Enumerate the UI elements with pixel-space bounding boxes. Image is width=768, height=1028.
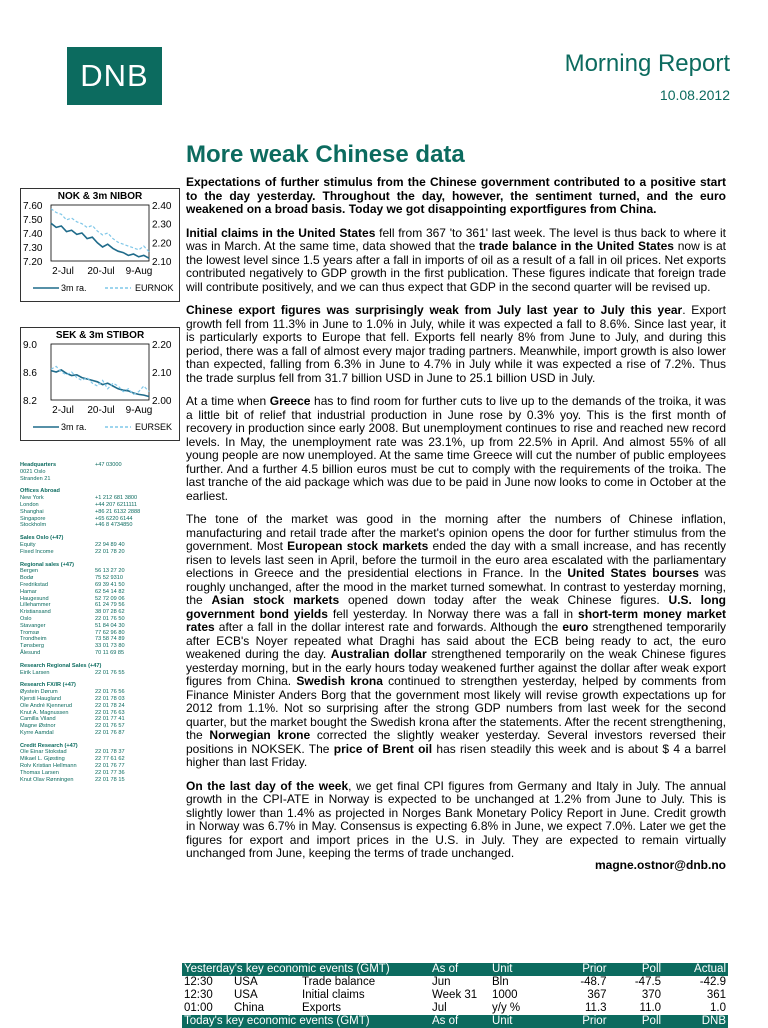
contact-name: Øystein Dørum — [20, 689, 58, 696]
col-unit: Unit — [490, 963, 554, 976]
contact-name: Tromsø — [20, 629, 40, 636]
contact-phone: 22 01 76 63 — [95, 709, 125, 716]
text-run: At a time when — [186, 394, 270, 408]
contact-name: Rolv Kristian Hellmann — [20, 763, 77, 770]
y-right-tick-label: 2.20 — [152, 238, 172, 250]
text-run: ended the day with a small increase, and has recently risen to levels last seen in April, before the turmoil in the euro area escalated with the parliamentary elections in Greece and the presidential elections in France. In the — [186, 539, 727, 580]
contact-name: Bergen — [20, 568, 39, 575]
contact-row — [20, 689, 170, 696]
contact-name: Tønsberg — [20, 643, 44, 650]
economic-events-table — [182, 963, 728, 1028]
author-email[interactable]: magne.ostnor@dnb.no — [594, 857, 726, 872]
x-tick-label: 20-Jul — [87, 405, 115, 416]
legend-label: EURNOK — [135, 283, 174, 293]
contact-row — [20, 763, 170, 770]
legend-label: EURSEK — [135, 422, 173, 432]
bold-phrase: Initial claims in the United States — [186, 225, 376, 240]
contact-name: New York — [20, 495, 44, 502]
cell-unit: Bln — [492, 976, 509, 988]
contact-section-title: Sales Oslo (+47) — [20, 535, 64, 542]
col-as-of: As of — [430, 1015, 490, 1028]
cell-actual: 361 — [706, 989, 726, 1001]
y-right-tick-label: 2.20 — [152, 340, 172, 351]
text-run: now is at the lowest level since 1.5 years after a fall in imports of oil as a result of a fall in oil prices. Net exports contributed negatively to GDP growth in the first publication. These figures indicate that foreign trade will contribute positively, and we can thus expect that GDP in the second quarter will be revised up. — [186, 239, 726, 294]
cell-time: 12:30 — [184, 989, 213, 1001]
col-title: Yesterday's key economic events (GMT) — [182, 963, 430, 976]
y-left-tick-label: 7.50 — [23, 215, 43, 226]
contact-row — [20, 623, 170, 630]
hq-address-2: Stranden 21 — [20, 475, 51, 482]
contact-phone: 52 72 09 06 — [95, 595, 125, 602]
cell-actual: -42.9 — [699, 976, 726, 988]
contact-row — [20, 568, 170, 575]
contact-section-title: Offices Abroad — [20, 488, 60, 495]
y-left-tick-label: 9.0 — [23, 340, 37, 351]
contact-phone: 22 01 78 20 — [95, 548, 125, 555]
cell-as-of: Jul — [432, 1002, 447, 1014]
cell-actual: 1.0 — [710, 1002, 726, 1014]
events-header-today — [182, 1015, 728, 1028]
paragraph-us — [186, 227, 726, 295]
contact-row — [20, 522, 170, 529]
y-right-tick-label: 2.10 — [152, 257, 172, 268]
chart-title: NOK & 3m NIBOR — [57, 191, 143, 202]
contact-name: Kristiansand — [20, 609, 51, 616]
y-left-tick-label: 7.30 — [23, 243, 43, 254]
cell-country: USA — [234, 976, 258, 988]
x-tick-label: 9-Aug — [125, 405, 153, 416]
contact-row — [20, 602, 170, 609]
contact-row — [20, 670, 170, 677]
contact-name: Eirik Larsen — [20, 669, 50, 676]
contact-row — [20, 542, 170, 549]
series-line — [51, 223, 149, 258]
contact-row — [20, 630, 170, 637]
cell-as-of: Jun — [432, 976, 451, 988]
report-date: 10.08.2012 — [659, 87, 730, 103]
chart-sek-stibor — [20, 327, 180, 441]
contact-row — [20, 589, 170, 596]
contact-phone: +44 207 6211111 — [95, 501, 138, 508]
legend-label: 3m ra. — [61, 422, 87, 432]
contact-phone: 22 01 76 57 — [95, 723, 125, 730]
contact-section-title: Regional sales (+47) — [20, 561, 74, 568]
contact-row — [20, 696, 170, 703]
contact-name: Fredrikstad — [20, 581, 48, 588]
hq-address-1: 0021 Oslo — [20, 468, 46, 475]
col-as-of: As of — [430, 963, 490, 976]
contact-name: Ole Einar Stokstad — [20, 749, 67, 756]
contact-phone: 22 01 78 15 — [95, 776, 125, 783]
col-unit: Unit — [490, 1015, 554, 1028]
bold-phrase: Australian dollar — [330, 647, 427, 661]
logo-text: DNB — [80, 58, 149, 93]
col-title: Today's key economic events (GMT) — [182, 1015, 430, 1028]
contact-phone: 61 24 79 56 — [95, 602, 125, 609]
col-actual: Actual — [663, 963, 728, 976]
text-run: The tone of the market was good in the morning after the numbers of Chinese inflation, manufacturing and retail trade after the market's opinion opens the door for further stimulus from the government. Most — [186, 512, 726, 553]
contact-name: Shanghai — [20, 508, 44, 515]
text-run: opened down today after the weak Chinese figures. — [339, 593, 669, 607]
contact-phone: +65 6220 6144 — [95, 515, 133, 522]
contact-section-title: Research Regional Sales (+47) — [20, 662, 102, 669]
intro-paragraph: Expectations of further stimulus from the Chinese government contributed to a positive start to the day yesterday. Throughout the day, however, the sentiment turned, and the euro weakened on a broad basis. Today we got disappointing exportfigures from China. — [186, 175, 726, 216]
contact-phone: 51 84 04 30 — [95, 622, 125, 629]
contact-phone: 22 01 77 36 — [95, 769, 125, 776]
cell-event: Trade balance — [302, 976, 376, 988]
y-right-tick-label: 2.10 — [152, 368, 172, 379]
contact-row — [20, 636, 170, 643]
col-poll: Poll — [609, 963, 664, 976]
y-left-tick-label: 7.20 — [23, 257, 43, 268]
contact-name: Stavanger — [20, 622, 46, 629]
chart-svg — [21, 189, 179, 301]
cell-time: 12:30 — [184, 976, 213, 988]
contact-phone: 22 94 89 40 — [95, 541, 125, 548]
text-run: fell from 367 'to 361' last week. The level is thus back to where it was in March. At the same time, data showed that the — [186, 225, 726, 253]
y-right-tick-label: 2.00 — [152, 396, 172, 407]
cell-country: China — [234, 1002, 265, 1014]
chart-title: SEK & 3m STIBOR — [55, 330, 145, 341]
contact-phone: 56 13 27 20 — [95, 568, 125, 575]
contact-phone: 22 01 76 55 — [95, 669, 125, 676]
contact-name: London — [20, 501, 39, 508]
contact-row — [20, 730, 170, 737]
bold-phrase: European stock markets — [287, 539, 429, 553]
col-prior: Prior — [554, 1015, 609, 1028]
cell-prior: 11.3 — [585, 1002, 607, 1014]
events-header-yesterday — [182, 963, 728, 976]
article-body — [186, 176, 726, 872]
bold-phrase: U.S. long government bond yields — [186, 593, 726, 621]
bold-phrase: price of Brent oil — [333, 741, 433, 756]
table-row — [182, 976, 728, 989]
text-run: . Export growth fell from 11.3% in June to 1.0% in July, while it was expected a fall to 8.6%. Since last year, it is particularly exports to Europe that fell. Exports fell nearly 8% from June to July, and during this period, there was a fall of almost every major trading partners. Meanwhile, import growth is also lower than expected, falling from 6.3% in June to 4.7% in July while it was expected a rise of 7.2%. Thus the trade surplus fell from 31.7 billion USD in June to 25.1 billion USD in July. — [186, 303, 726, 385]
text-run: continued to strengthen yesterday, helped by comments from Finance Minister Anders Borg that the government most likely will revise growth expectations up for 2012 from 1.1%. Not so surprising after the strong GDP numbers from last week for the second quarter, but the market bought the Swedish krona after the statements. After the recent strengthening, the — [186, 674, 726, 742]
contact-phone: 73 58 74 89 — [95, 636, 125, 643]
contact-phone: 38 07 28 62 — [95, 609, 125, 616]
contact-phone: 69 39 41 50 — [95, 581, 125, 588]
contact-row — [20, 650, 170, 657]
contact-name: Camilla Viland — [20, 716, 56, 723]
cell-event: Exports — [302, 1002, 341, 1014]
contact-row — [20, 723, 170, 730]
contact-row — [20, 643, 170, 650]
contact-name: Hamar — [20, 588, 37, 595]
contact-row — [20, 495, 170, 502]
contact-phone: 22 01 78 37 — [95, 749, 125, 756]
cell-prior: 367 — [587, 989, 607, 1001]
contact-name: Kyrre Aamdal — [20, 729, 54, 736]
contact-phone: +1 212 681 3800 — [95, 495, 138, 502]
y-left-tick-label: 8.2 — [23, 396, 37, 407]
hq-row — [20, 462, 170, 469]
bold-phrase: Swedish krona — [296, 674, 383, 688]
contact-name: Kjersti Haugland — [20, 695, 62, 702]
chart-svg — [21, 328, 179, 440]
contact-name: Magne Østnor — [20, 723, 56, 730]
text-run: has risen steadily this week and is about $ 4 a barrel higher than last Friday. — [186, 741, 726, 769]
contact-name: Thomas Larsen — [20, 769, 59, 776]
contact-name: Lillehammer — [20, 602, 51, 609]
x-tick-label: 2-Jul — [52, 266, 74, 277]
table-row — [182, 1002, 728, 1015]
text-run: after a fall in the dollar interest rate and forwards. Although the — [214, 620, 563, 634]
contact-row — [20, 749, 170, 756]
contact-row — [20, 609, 170, 616]
bold-phrase: Norwegian krone — [209, 728, 311, 742]
contact-phone: 22 01 76 77 — [95, 763, 125, 770]
contact-phone: +46 8 4734850 — [95, 522, 133, 529]
x-tick-label: 20-Jul — [87, 266, 115, 277]
plot-frame — [51, 205, 149, 261]
contact-name: Knut A. Magnussen — [20, 709, 69, 716]
dnb-logo — [67, 47, 162, 105]
cell-event: Initial claims — [302, 989, 365, 1001]
text-run: was roughly unchanged, after the mood in the market turned somewhat. In contrast to yesterday morning, the — [186, 566, 727, 607]
contact-row — [20, 756, 170, 763]
hq-phone: +47 03000 — [95, 462, 122, 468]
contact-phone: 22 01 78 03 — [95, 695, 125, 702]
contact-row — [20, 770, 170, 777]
contact-phone: 62 54 14 82 — [95, 588, 125, 595]
series-line — [51, 366, 149, 394]
contact-name: Singapore — [20, 515, 46, 522]
hq-label: Headquarters — [20, 462, 57, 468]
text-run: has to find room for further cuts to live up to the demands of the troika, it was a little bit of relief that industrial production in June rose by 0.3% yoy. This is the first month of recovery in production since early 2008. But unemployment continues to rise and reached new record levels. In May, the unemployment rate was 23.1%, up from 22.5% in April. And almost 55% of all young people are now unemployed. At the same time Greece will cut the number of public employees further. And a further 4.5 billion euros must be cut to comply with the requirements of the troika. The last tranche of the aid package which was due to be paid in June now looks to come in October at the earliest. — [186, 394, 726, 503]
contact-name: Ålesund — [20, 649, 41, 656]
contact-row — [20, 575, 170, 582]
contact-row — [20, 616, 170, 623]
bold-phrase: trade balance in the United States — [479, 239, 674, 253]
paragraph-markets — [186, 513, 726, 770]
paragraph-outlook — [186, 780, 726, 861]
contact-row — [20, 516, 170, 523]
cell-poll: 370 — [641, 989, 662, 1001]
contact-phone: 22 77 61 62 — [95, 756, 125, 763]
contact-phone: 77 62 96 80 — [95, 629, 125, 636]
contact-row — [20, 549, 170, 556]
contacts-sidebar — [20, 462, 170, 783]
contact-row — [20, 582, 170, 589]
paragraph-greece — [186, 395, 726, 503]
y-right-tick-label: 2.40 — [152, 201, 172, 212]
contact-phone: 22 01 76 50 — [95, 615, 125, 622]
text-run: strengthened temporarily on the weak Chinese figures yesterday morning, but in the early hours today weakened further against the dollar after weak export figures from China. — [186, 647, 726, 688]
contact-row — [20, 509, 170, 516]
contact-name: Bodø — [20, 575, 34, 582]
x-tick-label: 9-Aug — [125, 266, 153, 277]
y-left-tick-label: 8.6 — [23, 368, 37, 379]
contact-name: Oslo — [20, 615, 32, 622]
contact-name: Stockholm — [20, 522, 47, 529]
col-poll: Poll — [609, 1015, 664, 1028]
cell-unit: 1000 — [492, 989, 518, 1001]
paragraph-china — [186, 304, 726, 385]
table-row — [182, 989, 728, 1002]
bold-phrase: Greece — [269, 394, 311, 408]
contact-phone: 75 52 9310 — [95, 575, 123, 582]
contact-phone: +86 21 6132 2888 — [95, 508, 141, 515]
bold-phrase: United States bourses — [567, 566, 699, 580]
report-title: Morning Report — [564, 50, 730, 77]
cell-prior: -48.7 — [580, 976, 607, 988]
contact-row — [20, 716, 170, 723]
headline: More weak Chinese data — [186, 141, 465, 168]
x-tick-label: 2-Jul — [52, 405, 74, 416]
contact-section-title: Credit Research (+47) — [20, 742, 78, 749]
y-right-tick-label: 2.30 — [152, 219, 172, 231]
bold-phrase: short-term money market rates — [186, 606, 726, 634]
contact-row — [20, 777, 170, 784]
cell-unit: y/y % — [492, 1002, 521, 1014]
contact-phone: 22 01 76 56 — [95, 689, 125, 696]
text-run: , we get final CPI figures from Germany and Italy in July. The annual growth in the CPI-ATE in Norway is expected to be unchanged at 1.2% from June to July. This is slightly lower than 1.4% as projected in Norges Bank Monetary Policy Report in June. Credit growth in Norway was 6.7% in May. Consensus is expecting 6.8% in June, we expect 7.0%. Later we get the figures for export and import prices in the U.S. in July. They are expected to remain virtually unchanged from June, keeping the terms of trade unchanged. — [186, 778, 726, 860]
cell-time: 01:00 — [184, 1002, 213, 1014]
bold-phrase: On the last day of the week — [186, 778, 349, 793]
y-left-tick-label: 7.40 — [23, 229, 43, 240]
cell-as-of: Week 31 — [432, 989, 478, 1001]
col-prior: Prior — [554, 963, 609, 976]
text-run: strengthened temporarily after ECB's Noyer repeated what Draghi has said about the ECB being ready to act, the euro weakened during the day. — [186, 620, 727, 661]
contact-row — [20, 710, 170, 717]
contact-phone: 22 01 76 87 — [95, 729, 125, 736]
contact-phone: 22 01 77 41 — [95, 716, 125, 723]
col-dnb: DNB — [663, 1015, 728, 1028]
contact-row — [20, 596, 170, 603]
contact-name: Haugesund — [20, 595, 49, 602]
y-left-tick-label: 7.60 — [23, 201, 43, 212]
contact-name: Trondheim — [20, 636, 47, 643]
contact-phone: 22 01 78 24 — [95, 702, 125, 709]
contact-name: Equity — [20, 541, 36, 548]
contact-phone: 33 01 73 80 — [95, 643, 125, 650]
contact-row — [20, 502, 170, 509]
contact-name: Ole André Kjennerud — [20, 702, 72, 709]
chart-nok-nibor — [20, 188, 180, 302]
cell-poll: 11.0 — [639, 1002, 662, 1014]
contact-name: Mikael L. Gjøsting — [20, 756, 65, 763]
contact-section-title: Research FX/IR (+47) — [20, 682, 76, 689]
bold-phrase: Asian stock markets — [211, 593, 340, 607]
contact-name: Fixed Income — [20, 548, 54, 555]
bold-phrase: euro — [562, 620, 589, 634]
contact-phone: 70 11 69 85 — [95, 649, 125, 656]
cell-poll: -47.5 — [634, 976, 662, 988]
bold-phrase: Chinese export figures was surprisingly weak from July last year to July this year — [186, 303, 683, 317]
legend-label: 3m ra. — [61, 283, 87, 293]
text-run: corrected the slightly weaker yesterday. Several investors reversed their positions in NOKSEK. The — [186, 728, 727, 756]
cell-country: USA — [234, 989, 258, 1001]
text-run: fell yesterday. In Norway there was a fall in — [327, 606, 579, 621]
contact-row — [20, 703, 170, 710]
contact-name: Knut Olav Rønningen — [20, 776, 74, 783]
